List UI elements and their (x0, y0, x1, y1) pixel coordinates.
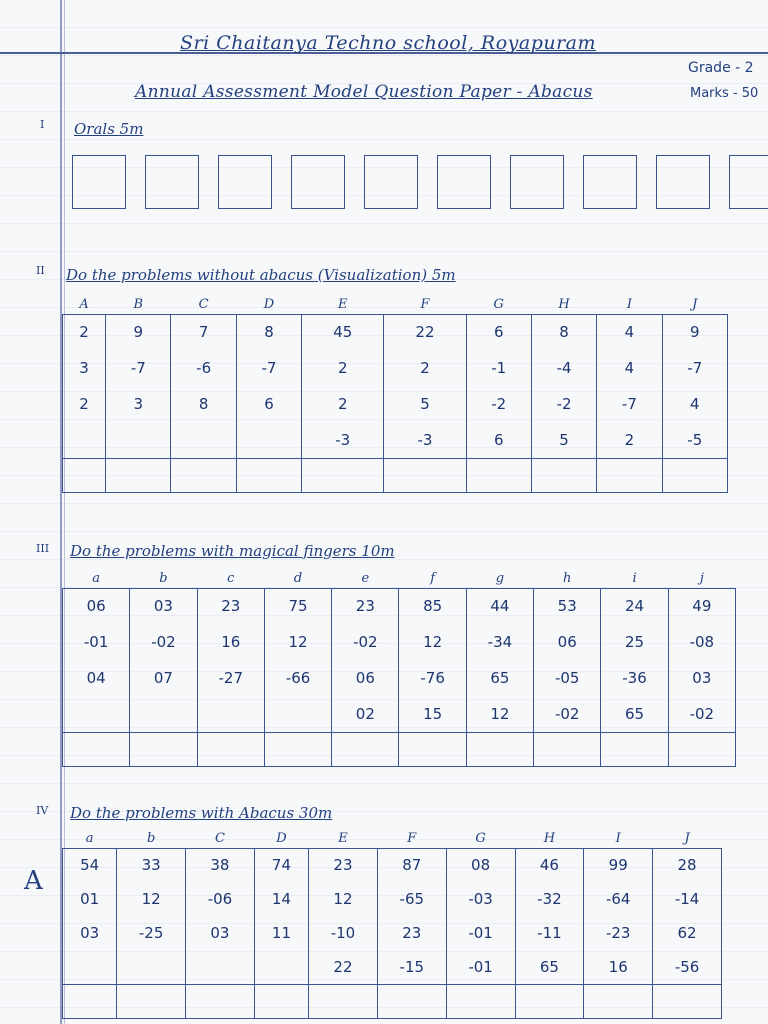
problem-cell: 23 (377, 916, 446, 950)
problem-cell (63, 696, 130, 732)
column-header: d (293, 571, 303, 587)
column-header: j (699, 571, 704, 587)
answer-cell[interactable] (662, 458, 727, 492)
problem-cell: 24 (601, 588, 668, 624)
answer-cell[interactable] (531, 458, 596, 492)
problem-cell: 75 (264, 588, 331, 624)
problem-cell: 65 (466, 660, 533, 696)
answer-cell[interactable] (377, 984, 446, 1018)
section4-table (62, 830, 722, 1019)
column-header: B (133, 297, 144, 313)
column-header: C (214, 831, 225, 847)
problem-cell: -3 (384, 422, 466, 458)
problem-cell: 85 (399, 588, 466, 624)
problem-cell: -11 (515, 916, 584, 950)
oral-answer-box[interactable] (437, 155, 491, 209)
problem-cell: 8 (531, 314, 596, 350)
problem-cell (63, 950, 117, 984)
answer-cell[interactable] (601, 732, 668, 766)
column-header: H (543, 831, 556, 847)
problem-cell: 53 (534, 588, 601, 624)
problem-cell: 12 (117, 882, 186, 916)
answer-cell[interactable] (63, 458, 106, 492)
column-header: J (692, 297, 698, 313)
problem-cell: 4 (597, 350, 662, 386)
problem-row (63, 314, 728, 350)
problem-cell: 16 (584, 950, 653, 984)
answer-cell[interactable] (466, 458, 531, 492)
answer-cell[interactable] (446, 984, 515, 1018)
problem-cell: -02 (332, 624, 399, 660)
problem-cell: -15 (377, 950, 446, 984)
problem-cell: 03 (63, 916, 117, 950)
problem-cell: -2 (466, 386, 531, 422)
problem-cell: -01 (63, 624, 130, 660)
answer-cell[interactable] (197, 732, 264, 766)
problem-cell: 8 (236, 314, 301, 350)
column-header: H (558, 297, 570, 313)
section3-table (62, 570, 736, 767)
answer-cell[interactable] (309, 984, 378, 1018)
problem-row (63, 660, 736, 696)
problem-cell (63, 422, 106, 458)
answer-cell[interactable] (466, 732, 533, 766)
problem-cell: -10 (309, 916, 378, 950)
problem-cell: -05 (534, 660, 601, 696)
column-header: h (563, 571, 572, 587)
problem-cell: 65 (515, 950, 584, 984)
problem-cell: 07 (130, 660, 197, 696)
problem-cell: -7 (597, 386, 662, 422)
section3-number: III (36, 542, 50, 555)
answer-cell[interactable] (63, 984, 117, 1018)
problem-cell: 12 (466, 696, 533, 732)
answer-row (63, 732, 736, 766)
problem-cell: -34 (466, 624, 533, 660)
problem-cell: -5 (662, 422, 727, 458)
problem-cell: -2 (531, 386, 596, 422)
column-header: A (79, 297, 89, 313)
answer-cell[interactable] (384, 458, 466, 492)
school-name: Sri Chaitanya Techno school, Royapuram (180, 32, 597, 54)
column-header: G (493, 297, 504, 313)
problem-row (63, 350, 728, 386)
problem-row (63, 624, 736, 660)
column-header: b (159, 571, 168, 587)
oral-answer-box[interactable] (583, 155, 637, 209)
problem-cell: 2 (63, 314, 106, 350)
problem-row (63, 950, 722, 984)
oral-answer-box[interactable] (729, 155, 768, 209)
oral-answer-box[interactable] (291, 155, 345, 209)
problem-cell: 33 (117, 848, 186, 882)
column-header: E (338, 831, 348, 847)
problem-row (63, 916, 722, 950)
problem-cell: 22 (309, 950, 378, 984)
column-header: C (198, 297, 209, 313)
problem-cell: 2 (597, 422, 662, 458)
problem-cell: 5 (384, 386, 466, 422)
problem-cell: -76 (399, 660, 466, 696)
problem-cell: 6 (466, 314, 531, 350)
problem-cell: 49 (668, 588, 735, 624)
answer-cell[interactable] (264, 732, 331, 766)
problem-cell: -64 (584, 882, 653, 916)
oral-answer-box[interactable] (218, 155, 272, 209)
problem-cell (254, 950, 308, 984)
problem-cell: 14 (254, 882, 308, 916)
oral-answer-box[interactable] (510, 155, 564, 209)
answer-cell[interactable] (106, 458, 171, 492)
section4-number: IV (36, 804, 49, 817)
column-header: i (632, 571, 637, 587)
problem-cell (130, 696, 197, 732)
problem-row (63, 696, 736, 732)
problem-cell: 2 (302, 386, 384, 422)
answer-row (63, 984, 722, 1018)
problem-cell: 5 (531, 422, 596, 458)
answer-cell[interactable] (668, 732, 735, 766)
problem-cell: -56 (653, 950, 722, 984)
answer-cell[interactable] (171, 458, 236, 492)
problem-cell: 4 (662, 386, 727, 422)
answer-cell[interactable] (302, 458, 384, 492)
problem-cell: 04 (63, 660, 130, 696)
section4-title: Do the problems with Abacus 30m (70, 804, 333, 822)
problem-cell: -23 (584, 916, 653, 950)
problem-cell: 15 (399, 696, 466, 732)
answer-cell[interactable] (186, 984, 255, 1018)
problem-cell: 12 (264, 624, 331, 660)
problem-cell: 45 (302, 314, 384, 350)
answer-cell[interactable] (653, 984, 722, 1018)
problem-cell: -66 (264, 660, 331, 696)
problem-cell: -32 (515, 882, 584, 916)
problem-cell: 9 (662, 314, 727, 350)
section1-title: Orals 5m (74, 120, 144, 138)
answer-cell[interactable] (597, 458, 662, 492)
section2-number: II (36, 264, 45, 277)
problem-cell: -02 (668, 696, 735, 732)
column-header: c (227, 571, 235, 587)
problem-cell: 6 (236, 386, 301, 422)
side-mark: A (24, 866, 43, 896)
problem-cell: -6 (171, 350, 236, 386)
problem-cell: 06 (332, 660, 399, 696)
problem-cell: -4 (531, 350, 596, 386)
problem-cell: 38 (186, 848, 255, 882)
problem-cell: 06 (534, 624, 601, 660)
oral-answer-box[interactable] (72, 155, 126, 209)
problem-cell: 23 (332, 588, 399, 624)
problem-cell (186, 950, 255, 984)
column-header: I (626, 297, 632, 313)
problem-cell: 16 (197, 624, 264, 660)
section3-title: Do the problems with magical fingers 10m (70, 542, 395, 560)
problem-cell: 12 (309, 882, 378, 916)
problem-cell: 28 (653, 848, 722, 882)
column-header: F (420, 297, 430, 313)
problem-cell: 06 (63, 588, 130, 624)
column-header: D (263, 297, 275, 313)
answer-cell[interactable] (584, 984, 653, 1018)
problem-cell: -25 (117, 916, 186, 950)
problem-cell: -06 (186, 882, 255, 916)
problem-cell: -01 (446, 950, 515, 984)
problem-cell: 9 (106, 314, 171, 350)
problem-cell: 08 (446, 848, 515, 882)
problem-row (63, 588, 736, 624)
column-header: e (361, 571, 370, 587)
answer-cell[interactable] (534, 732, 601, 766)
problem-cell: 74 (254, 848, 308, 882)
problem-cell: -08 (668, 624, 735, 660)
problem-cell: 8 (171, 386, 236, 422)
answer-cell[interactable] (63, 732, 130, 766)
problem-cell: -02 (130, 624, 197, 660)
problem-cell: -7 (236, 350, 301, 386)
problem-row (63, 386, 728, 422)
column-header: a (92, 571, 101, 587)
problem-cell: -3 (302, 422, 384, 458)
problem-cell: 23 (197, 588, 264, 624)
section2-table (62, 296, 728, 493)
problem-cell: 01 (63, 882, 117, 916)
answer-cell[interactable] (236, 458, 301, 492)
column-header: G (475, 831, 486, 847)
problem-cell: 65 (601, 696, 668, 732)
problem-cell (236, 422, 301, 458)
column-header: F (407, 831, 417, 847)
problem-cell: 03 (186, 916, 255, 950)
column-header: D (276, 831, 287, 847)
problem-cell: 2 (384, 350, 466, 386)
problem-cell: 23 (309, 848, 378, 882)
column-header: a (85, 831, 94, 847)
problem-cell: 62 (653, 916, 722, 950)
oral-answer-box[interactable] (145, 155, 199, 209)
grade-label: Grade - 2 (688, 60, 754, 76)
problem-row (63, 422, 728, 458)
problem-cell: 46 (515, 848, 584, 882)
column-header: b (146, 831, 156, 847)
answer-cell[interactable] (254, 984, 308, 1018)
answer-row (63, 458, 728, 492)
problem-cell: 2 (63, 386, 106, 422)
problem-cell: 12 (399, 624, 466, 660)
problem-row (63, 848, 722, 882)
problem-cell: 3 (63, 350, 106, 386)
problem-cell: 03 (668, 660, 735, 696)
problem-cell: 44 (466, 588, 533, 624)
problem-cell: -02 (534, 696, 601, 732)
section2-title: Do the problems without abacus (Visualization) 5m (66, 266, 456, 284)
problem-cell: 2 (302, 350, 384, 386)
problem-cell: 4 (597, 314, 662, 350)
problem-cell: 25 (601, 624, 668, 660)
problem-cell: 99 (584, 848, 653, 882)
problem-cell: 02 (332, 696, 399, 732)
answer-cell[interactable] (399, 732, 466, 766)
problem-cell: -1 (466, 350, 531, 386)
problem-cell (171, 422, 236, 458)
problem-cell: -27 (197, 660, 264, 696)
problem-cell: -03 (446, 882, 515, 916)
answer-cell[interactable] (332, 732, 399, 766)
section1-number: I (40, 118, 45, 131)
problem-cell: 54 (63, 848, 117, 882)
oral-answer-box[interactable] (364, 155, 418, 209)
column-header: E (338, 297, 348, 313)
problem-cell (264, 696, 331, 732)
column-header: I (615, 831, 621, 847)
problem-cell: 7 (171, 314, 236, 350)
problem-cell: -7 (106, 350, 171, 386)
problem-cell (117, 950, 186, 984)
problem-cell: 22 (384, 314, 466, 350)
oral-answer-box[interactable] (656, 155, 710, 209)
problem-cell: 11 (254, 916, 308, 950)
problem-cell: 87 (377, 848, 446, 882)
problem-row (63, 882, 722, 916)
answer-cell[interactable] (515, 984, 584, 1018)
answer-cell[interactable] (130, 732, 197, 766)
problem-cell: 3 (106, 386, 171, 422)
column-header: J (684, 831, 690, 847)
answer-cell[interactable] (117, 984, 186, 1018)
problem-cell: -65 (377, 882, 446, 916)
problem-cell: -36 (601, 660, 668, 696)
problem-cell: -7 (662, 350, 727, 386)
problem-cell: -14 (653, 882, 722, 916)
problem-cell: -01 (446, 916, 515, 950)
column-header: f (430, 571, 436, 587)
problem-cell (197, 696, 264, 732)
problem-cell: 6 (466, 422, 531, 458)
paper-title: Annual Assessment Model Question Paper - Abacus (135, 82, 593, 102)
marks-label: Marks - 50 (690, 86, 759, 101)
column-header: g (495, 571, 505, 587)
problem-cell: 03 (130, 588, 197, 624)
problem-cell (106, 422, 171, 458)
